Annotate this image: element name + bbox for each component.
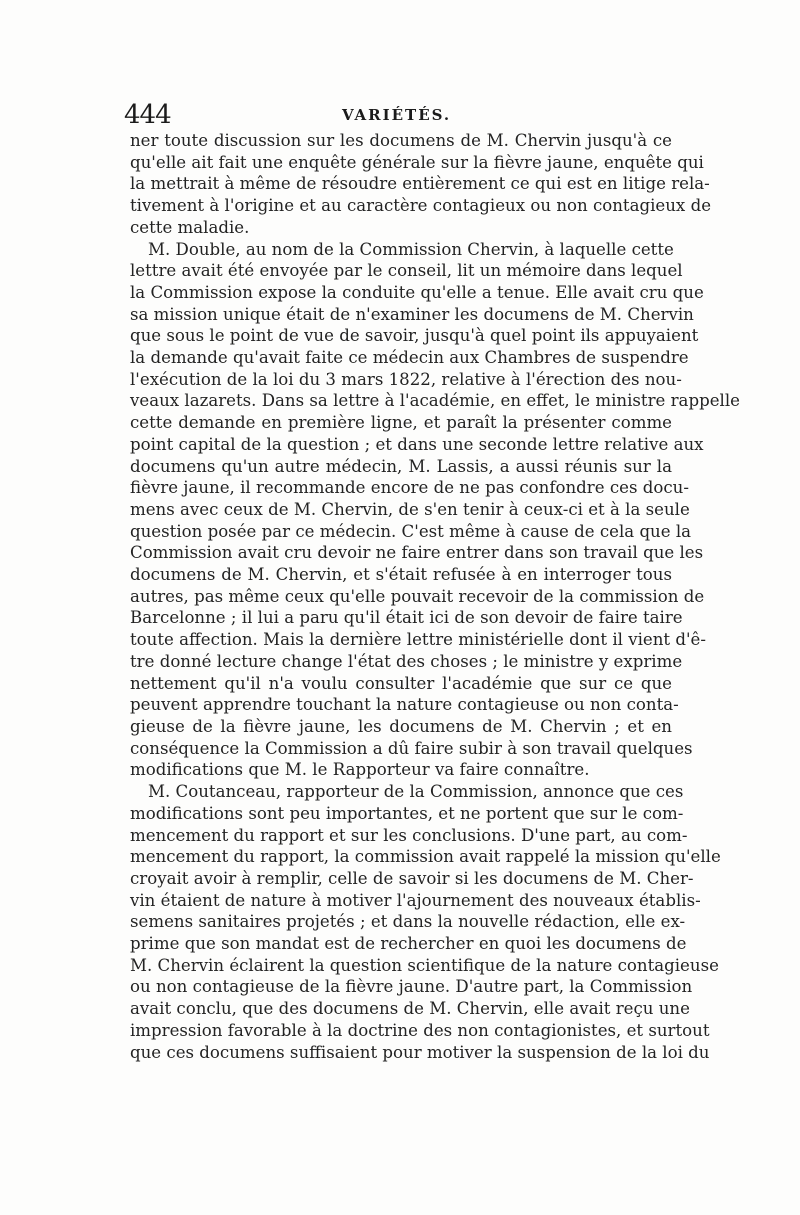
- text-line: mencement du rapport et sur les conclusions. D'une part, au com-: [130, 825, 688, 845]
- text-line: mens avec ceux de M. Chervin, de s'en tenir à ceux-ci et à la seule: [130, 499, 690, 519]
- text-line: l'exécution de la loi du 3 mars 1822, relative à l'érection des nou-: [130, 369, 682, 389]
- text-line: point capital de la question ; et dans une seconde lettre relative aux: [130, 434, 704, 454]
- text-line: documens qu'un autre médecin, M. Lassis, a aussi réunis sur la: [130, 456, 672, 476]
- text-line: que sous le point de vue de savoir, jusqu'à quel point ils appuyaient: [130, 326, 699, 346]
- text-line: gieuse de la fièvre jaune, les documens de M. Chervin ; et en: [130, 716, 672, 736]
- text-line: cette maladie.: [130, 217, 250, 237]
- text-line: veaux lazarets. Dans sa lettre à l'académie, en effet, le ministre rappelle: [130, 391, 740, 411]
- text-line: la Commission expose la conduite qu'elle a tenue. Elle avait cru que: [130, 282, 704, 302]
- text-line: question posée par ce médecin. C'est même à cause de cela que la: [130, 521, 692, 541]
- text-line: ner toute discussion sur les documens de M. Chervin jusqu'à ce: [130, 131, 672, 150]
- text-line: tre donné lecture change l'état des choses ; le ministre y exprime: [130, 651, 683, 671]
- text-line: documens de M. Chervin, et s'était refusée à en interroger tous: [130, 565, 672, 585]
- text-line: tivement à l'origine et au caractère contagieux ou non contagieux de: [130, 196, 712, 216]
- paragraph: [130, 130, 712, 239]
- paragraph: [130, 239, 740, 782]
- text-line: modifications sont peu importantes, et ne portent que sur le com-: [130, 803, 684, 823]
- text-line: vin étaient de nature à motiver l'ajournement des nouveaux établis-: [130, 890, 701, 910]
- text-line: que ces documens suffisaient pour motiver la suspension de la loi du: [130, 1042, 710, 1062]
- text-line: fièvre jaune, il recommande encore de ne pas confondre ces docu-: [130, 478, 689, 498]
- page-header: [124, 100, 674, 130]
- text-line: semens sanitaires projetés ; et dans la nouvelle rédaction, elle ex-: [130, 912, 686, 932]
- page-number: 444: [124, 100, 171, 130]
- text-line: M. Double, au nom de la Commission Chervin, à laquelle cette: [148, 239, 674, 259]
- text-line: la mettrait à même de résoudre entièrement ce qui est en litige rela-: [130, 174, 710, 194]
- running-head: VARIÉTÉS.: [342, 106, 452, 124]
- body-text: [130, 130, 740, 1063]
- text-line: nettement qu'il n'a voulu consulter l'académie que sur ce que: [130, 673, 672, 693]
- text-line: Commission avait cru devoir ne faire entrer dans son travail que les: [130, 543, 704, 563]
- text-line: modifications que M. le Rapporteur va faire connaître.: [130, 760, 590, 780]
- text-line: la demande qu'avait faite ce médecin aux Chambres de suspendre: [130, 348, 689, 368]
- text-line: sa mission unique était de n'examiner les documens de M. Chervin: [130, 304, 694, 324]
- text-line: cette demande en première ligne, et paraît la présenter comme: [130, 413, 672, 433]
- text-line: lettre avait été envoyée par le conseil, lit un mémoire dans lequel: [130, 261, 683, 281]
- text-line: qu'elle ait fait une enquête générale sur la fièvre jaune, enquête qui: [130, 152, 704, 172]
- text-line: autres, pas même ceux qu'elle pouvait recevoir de la commission de: [130, 586, 705, 606]
- text-line: croyait avoir à remplir, celle de savoir si les documens de M. Cher-: [130, 868, 694, 888]
- text-line: M. Coutanceau, rapporteur de la Commission, annonce que ces: [148, 782, 684, 802]
- text-line: conséquence la Commission a dû faire subir à son travail quelques: [130, 738, 693, 758]
- text-line: Barcelonne ; il lui a paru qu'il était ici de son devoir de faire taire: [130, 608, 683, 628]
- text-line: peuvent apprendre touchant la nature contagieuse ou non conta-: [130, 695, 679, 715]
- text-line: mencement du rapport, la commission avait rappelé la mission qu'elle: [130, 847, 721, 867]
- text-line: M. Chervin éclairent la question scientifique de la nature contagieuse: [130, 955, 719, 975]
- paragraph: [130, 781, 721, 1063]
- text-line: ou non contagieuse de la fièvre jaune. D'autre part, la Commission: [130, 977, 693, 997]
- text-line: prime que son mandat est de rechercher en quoi les documens de: [130, 934, 687, 954]
- text-line: toute affection. Mais la dernière lettre ministérielle dont il vient d'ê-: [130, 630, 706, 650]
- text-line: avait conclu, que des documens de M. Chervin, elle avait reçu une: [130, 999, 690, 1019]
- text-line: impression favorable à la doctrine des non contagionistes, et surtout: [130, 1020, 710, 1040]
